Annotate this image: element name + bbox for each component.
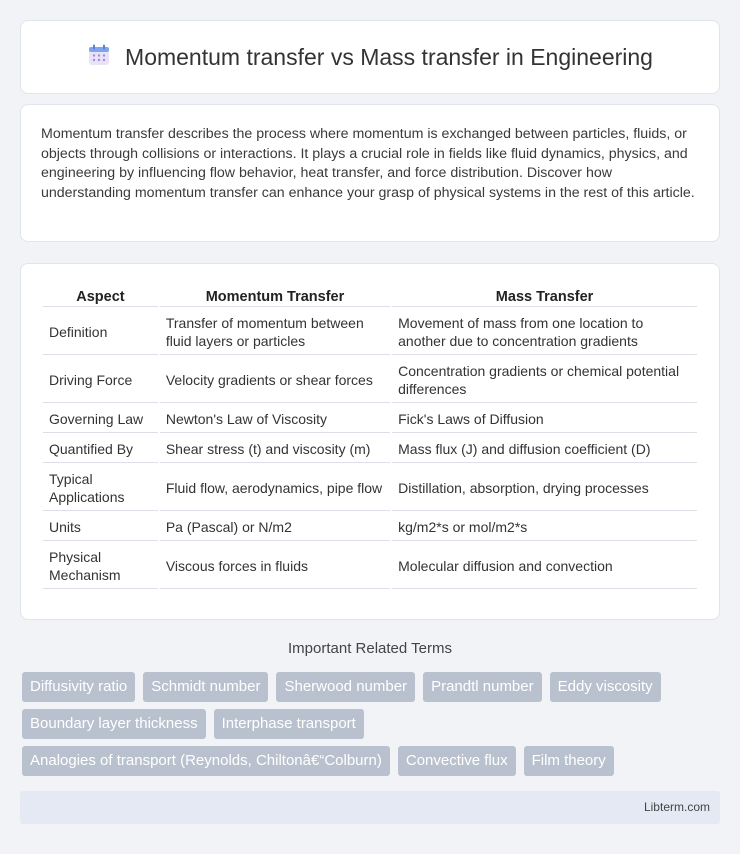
table-row xyxy=(43,405,697,433)
intro-paragraph: Momentum transfer describes the process where momentum is exchanged between particles, fluids, or objects through collisions or interactions. It plays a crucial role in fields like fluid dynamics, physics, and engineering by influencing flow behavior, heat transfer, and force distribution. Discover how understanding momentum transfer can enhance your grasp of physical systems in the rest of this article. xyxy=(41,126,695,201)
momentum-cell: Pa (Pascal) or N/m2 xyxy=(160,513,390,541)
column-header: Aspect xyxy=(43,286,158,307)
table-row xyxy=(43,513,697,541)
mass-cell: Distillation, absorption, drying processes xyxy=(392,465,697,511)
momentum-cell: Shear stress (t) and viscosity (m) xyxy=(160,435,390,463)
aspect-cell: Physical Mechanism xyxy=(43,543,158,589)
page-title: Momentum transfer vs Mass transfer in Engineering xyxy=(125,43,653,70)
aspect-cell: Definition xyxy=(43,309,158,355)
table-row xyxy=(43,309,697,355)
related-term-tag[interactable]: Eddy viscosity xyxy=(550,672,661,702)
aspect-cell: Quantified By xyxy=(43,435,158,463)
aspect-cell: Driving Force xyxy=(43,357,158,403)
table-row xyxy=(43,465,697,511)
table-row xyxy=(43,357,697,403)
related-term-tag[interactable]: Sherwood number xyxy=(276,672,415,702)
momentum-cell: Viscous forces in fluids xyxy=(160,543,390,589)
aspect-cell: Governing Law xyxy=(43,405,158,433)
related-terms-list xyxy=(22,672,722,776)
footer xyxy=(20,791,720,824)
related-term-tag[interactable]: Prandtl number xyxy=(423,672,542,702)
aspect-cell: Typical Applications xyxy=(43,465,158,511)
mass-cell: Mass flux (J) and diffusion coefficient (D) xyxy=(392,435,697,463)
related-term-tag[interactable]: Diffusivity ratio xyxy=(22,672,135,702)
table-header-row xyxy=(43,286,697,307)
related-term-tag[interactable]: Boundary layer thickness xyxy=(22,709,206,739)
related-term-tag[interactable]: Schmidt number xyxy=(143,672,268,702)
related-terms-title: Important Related Terms xyxy=(288,640,452,657)
comparison-table-card xyxy=(20,263,720,620)
related-term-tag[interactable]: Analogies of transport (Reynolds, Chiltonâ€“Colburn) xyxy=(22,746,390,776)
mass-cell: Molecular diffusion and convection xyxy=(392,543,697,589)
table-row xyxy=(43,435,697,463)
intro-card xyxy=(20,104,720,242)
related-term-tag[interactable]: Film theory xyxy=(524,746,614,776)
mass-cell: kg/m2*s or mol/m2*s xyxy=(392,513,697,541)
momentum-cell: Transfer of momentum between fluid layers or particles xyxy=(160,309,390,355)
related-term-tag[interactable]: Convective flux xyxy=(398,746,516,776)
aspect-cell: Units xyxy=(43,513,158,541)
column-header: Mass Transfer xyxy=(392,286,697,307)
header-card xyxy=(20,20,720,94)
table-row xyxy=(43,543,697,589)
comparison-table xyxy=(41,284,699,591)
momentum-cell: Fluid flow, aerodynamics, pipe flow xyxy=(160,465,390,511)
related-term-tag[interactable]: Interphase transport xyxy=(214,709,364,739)
calendar-icon xyxy=(87,43,111,72)
momentum-cell: Newton's Law of Viscosity xyxy=(160,405,390,433)
mass-cell: Concentration gradients or chemical potential differences xyxy=(392,357,697,403)
mass-cell: Fick's Laws of Diffusion xyxy=(392,405,697,433)
column-header: Momentum Transfer xyxy=(160,286,390,307)
momentum-cell: Velocity gradients or shear forces xyxy=(160,357,390,403)
footer-site-link[interactable]: Libterm.com xyxy=(643,800,710,814)
mass-cell: Movement of mass from one location to another due to concentration gradients xyxy=(392,309,697,355)
